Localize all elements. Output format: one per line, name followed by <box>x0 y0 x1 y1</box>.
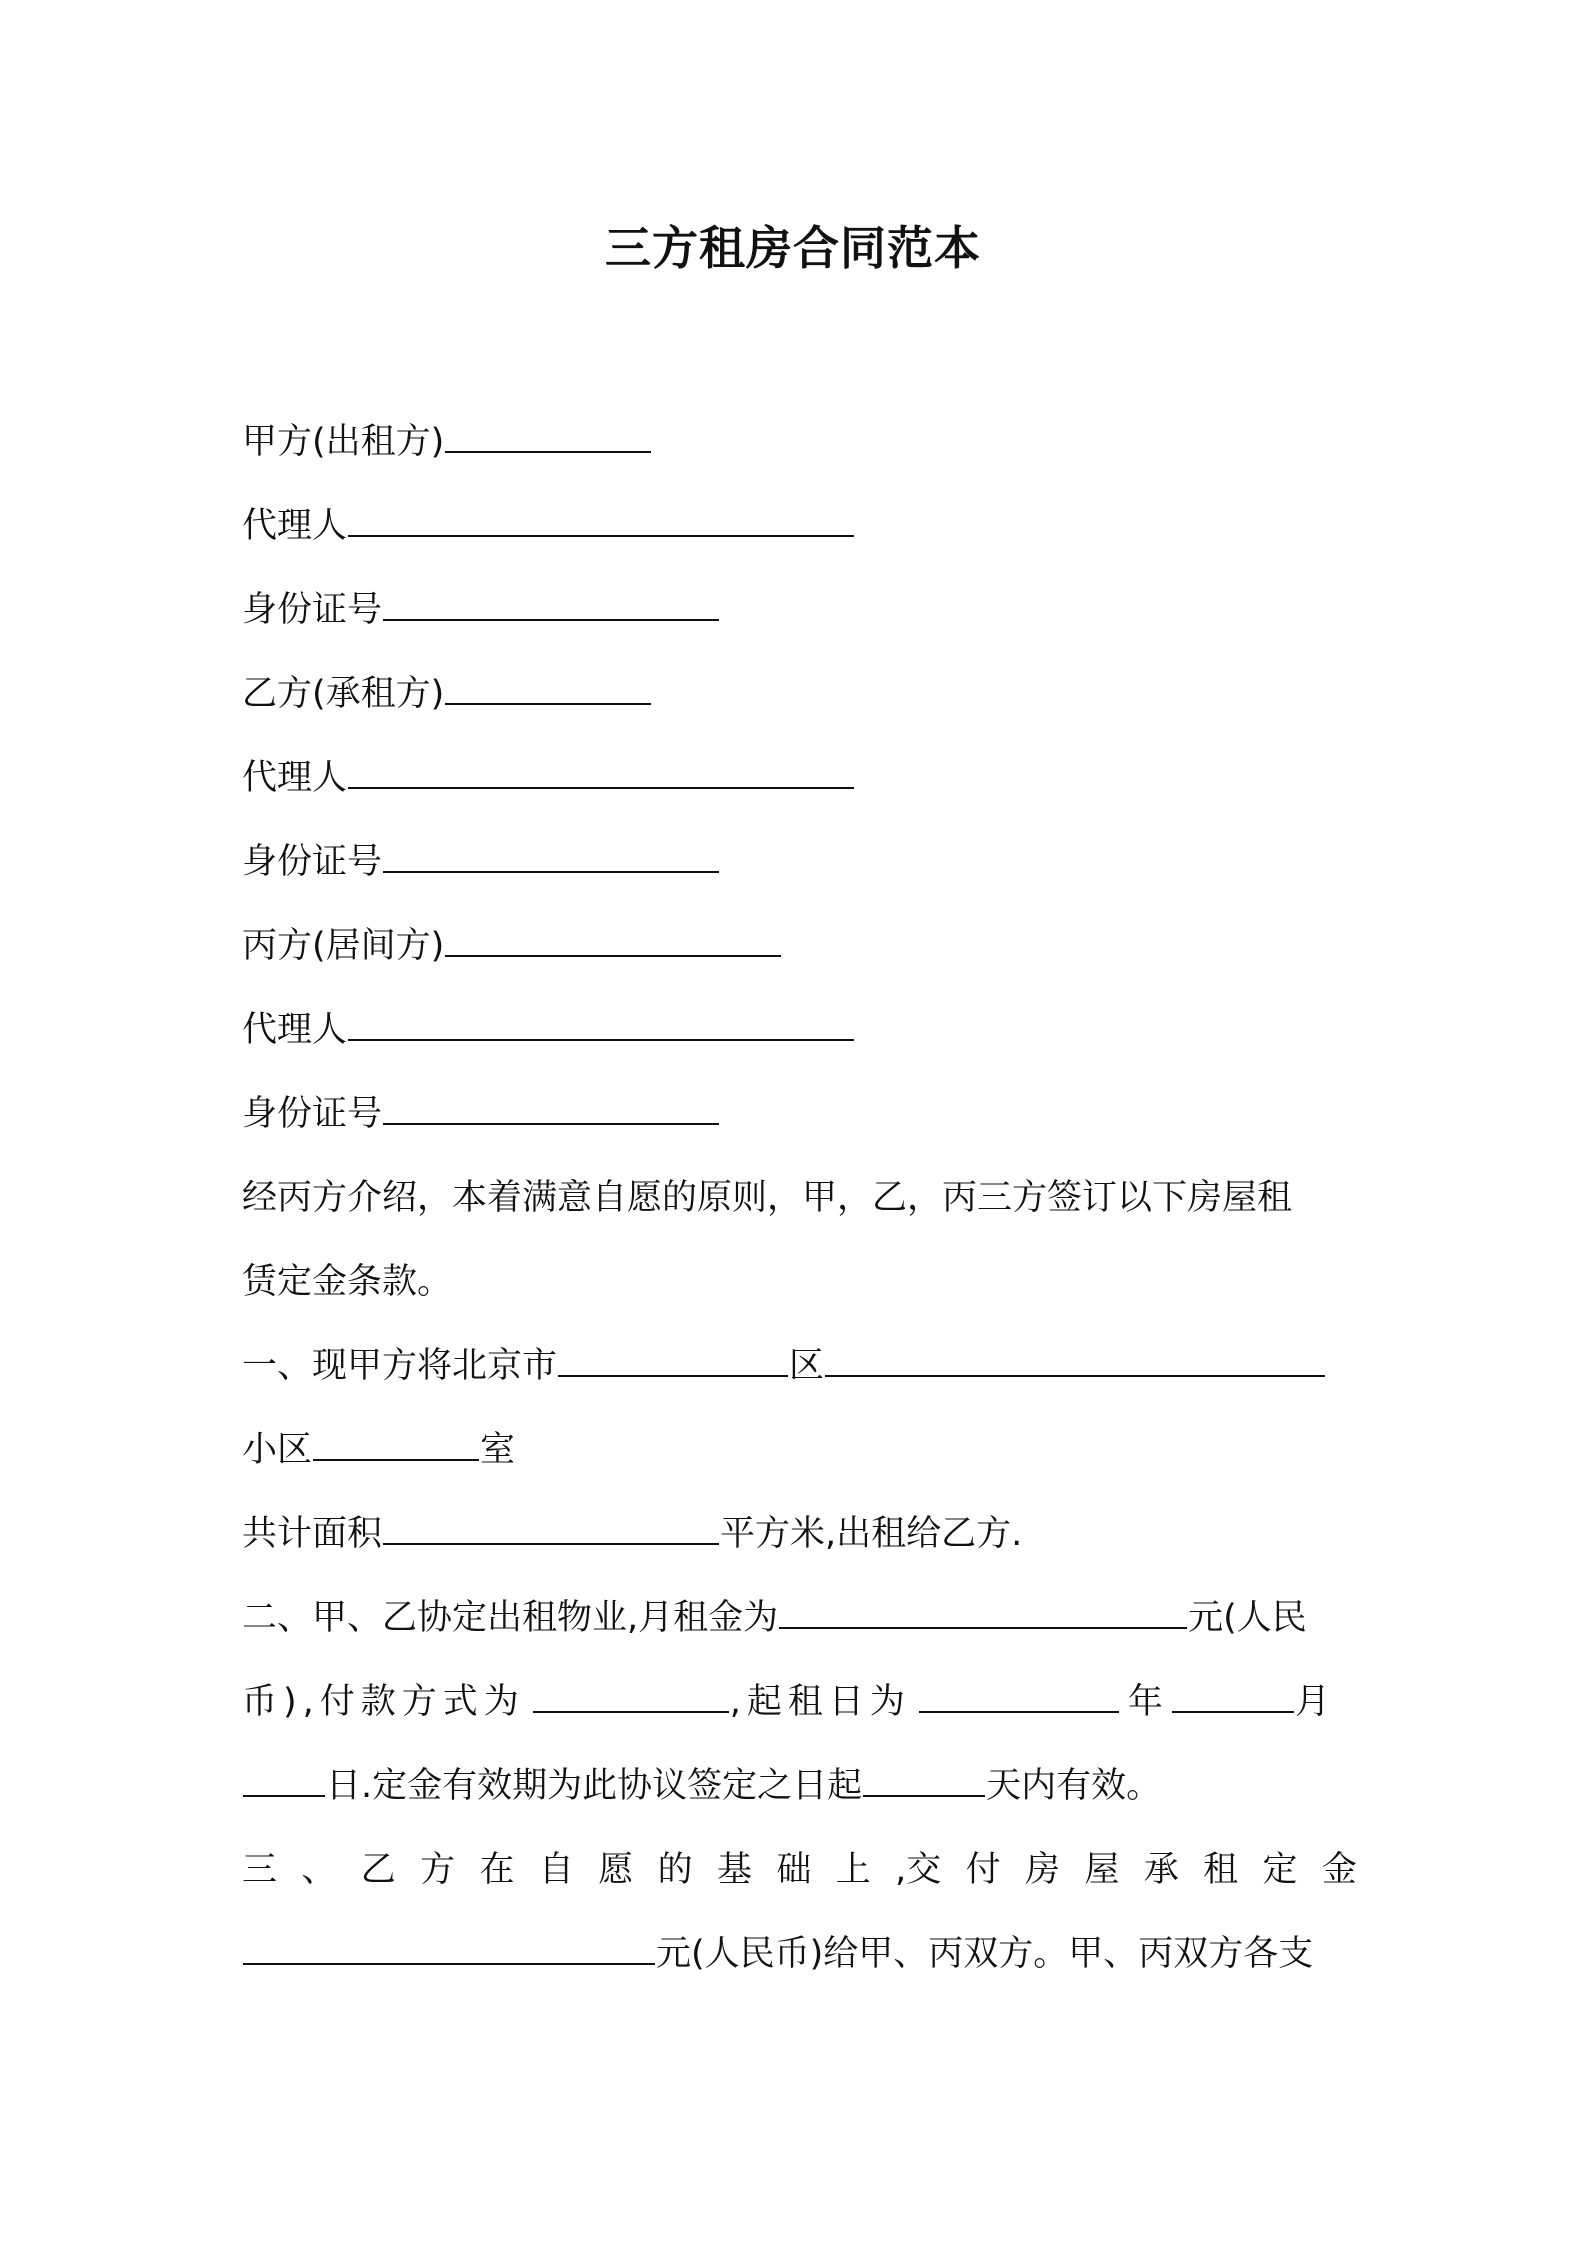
clause-2-month: 月 <box>1294 1682 1330 1722</box>
party-b-agent-blank <box>348 756 854 790</box>
clause-1-room: 室 <box>480 1430 516 1470</box>
clause-3-line-1 <box>242 1828 1357 1912</box>
party-c-agent-line <box>242 988 1357 1072</box>
clause-3-char: 的 <box>657 1850 693 1890</box>
clause-3-line2-suffix: 元(人民币)给甲、丙双方。甲、丙双方各支 <box>656 1934 1314 1974</box>
party-a-id-label: 身份证号 <box>242 590 383 630</box>
party-b-id-blank <box>383 840 719 874</box>
clause-3-char: 在 <box>479 1850 515 1890</box>
clause-1-line-3 <box>242 1492 1357 1576</box>
clause-3-char: 础 <box>776 1850 812 1890</box>
start-day-blank <box>243 1764 325 1798</box>
clause-1-prefix: 一、现甲方将北京市 <box>242 1346 558 1386</box>
clause-3-char: 乙 <box>360 1850 396 1890</box>
clause-1-line-2 <box>242 1408 1357 1492</box>
clause-3-char: ,交 <box>895 1850 942 1890</box>
document-title: 三方租房合同范本 <box>605 221 981 275</box>
party-c-agent-label: 代理人 <box>242 1010 348 1050</box>
clause-3-char: 三 <box>242 1850 278 1890</box>
clause-3-char: 愿 <box>598 1850 634 1890</box>
clause-1-area-suffix: 平方米,出租给乙方. <box>720 1514 1023 1554</box>
clause-3-char: 基 <box>717 1850 753 1890</box>
party-b-id-label: 身份证号 <box>242 842 383 882</box>
clause-3-line-2 <box>242 1912 1357 1996</box>
clause-3-char: 金 <box>1321 1850 1357 1890</box>
party-c-agent-blank <box>348 1008 854 1042</box>
room-blank <box>313 1428 479 1462</box>
clause-3-char: 付 <box>965 1850 1001 1890</box>
clause-2-line-1 <box>242 1576 1357 1660</box>
clause-1-district: 区 <box>789 1346 825 1386</box>
clause-3-char: 自 <box>538 1850 574 1890</box>
clause-3-char: 租 <box>1203 1850 1239 1890</box>
party-c-id-line <box>242 1072 1357 1156</box>
deposit-amount-blank <box>243 1932 655 1966</box>
area-blank <box>383 1512 719 1546</box>
intro-line-2 <box>242 1240 1357 1324</box>
clause-2-line-3 <box>242 1744 1357 1828</box>
party-b-blank <box>445 672 651 706</box>
party-a-line <box>242 400 1357 484</box>
party-b-id-line <box>242 820 1357 904</box>
clause-2-line2-start: 币),付款方式为 <box>242 1682 525 1722</box>
clause-3-char: 房 <box>1025 1850 1061 1890</box>
clause-1-line-1 <box>242 1324 1357 1408</box>
clause-3-char: 承 <box>1143 1850 1179 1890</box>
start-month-blank <box>1172 1680 1294 1714</box>
party-a-agent-line <box>242 484 1357 568</box>
party-c-line <box>242 904 1357 988</box>
party-c-blank <box>445 924 781 958</box>
clause-2-days-valid: 天内有效。 <box>986 1766 1162 1806</box>
party-c-id-label: 身份证号 <box>242 1094 383 1134</box>
party-b-label: 乙方(承租方) <box>242 674 445 714</box>
city-district-blank <box>558 1344 788 1378</box>
party-a-label: 甲方(出租方) <box>242 422 445 462</box>
intro-text-2: 赁定金条款。 <box>242 1262 453 1302</box>
clause-3-char: 屋 <box>1084 1850 1120 1890</box>
address-blank <box>825 1344 1325 1378</box>
party-c-id-blank <box>383 1092 719 1126</box>
party-b-line <box>242 652 1357 736</box>
clause-1-area-prefix: 共计面积 <box>242 1514 383 1554</box>
intro-text-1: 经丙方介绍，本着满意自愿的原则，甲，乙，丙三方签订以下房屋租 <box>242 1178 1293 1218</box>
clause-2-year: 年 <box>1127 1682 1163 1722</box>
clause-2-start-date: ,起租日为 <box>729 1682 911 1722</box>
clause-2-prefix: 二、甲、乙协定出租物业,月租金为 <box>242 1598 779 1638</box>
party-a-id-line <box>242 568 1357 652</box>
clause-2-line-2 <box>242 1660 1357 1744</box>
party-a-agent-blank <box>348 504 854 538</box>
clause-3-char: 方 <box>420 1850 456 1890</box>
start-year-blank <box>919 1680 1119 1714</box>
party-c-label: 丙方(居间方) <box>242 926 445 966</box>
party-a-id-blank <box>383 588 719 622</box>
clause-3-char: 、 <box>301 1850 337 1890</box>
party-b-agent-label: 代理人 <box>242 758 348 798</box>
intro-line-1 <box>242 1156 1357 1240</box>
party-a-agent-label: 代理人 <box>242 506 348 546</box>
document-body <box>242 400 1357 1996</box>
payment-method-blank <box>533 1680 729 1714</box>
clause-1-community: 小区 <box>242 1430 313 1470</box>
valid-days-blank <box>863 1764 985 1798</box>
monthly-rent-blank <box>779 1596 1187 1630</box>
party-b-agent-line <box>242 736 1357 820</box>
party-a-blank <box>445 420 651 454</box>
clause-3-char: 上 <box>835 1850 871 1890</box>
clause-2-day-suffix: 日.定金有效期为此协议签定之日起 <box>326 1766 863 1806</box>
clause-2-rmb-open: 元(人民 <box>1188 1598 1307 1638</box>
clause-3-char: 定 <box>1262 1850 1298 1890</box>
